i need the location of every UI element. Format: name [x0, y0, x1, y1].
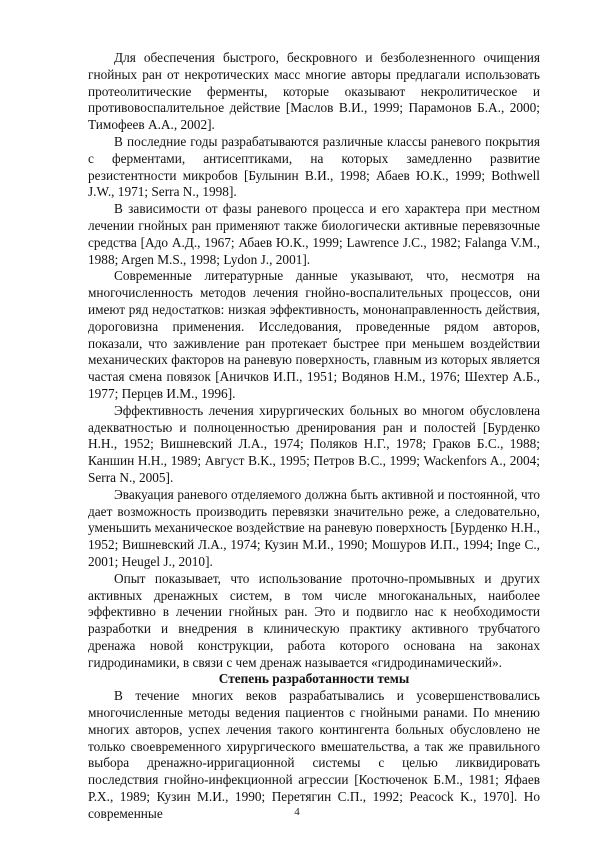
paragraph-hydrodynamic-drain: Опыт показывает, что использование проточно-промывных и других активных дренажных систем, в том числе многоканальных, наиболее эффективно в лечении гнойных ран. Это и подвигло нас к необходимости разработки и внедрения в клиническую практику активного трубчатого дренажа новой конструкции, работа которого основана на законах гидродинамики, в связи с чем дренаж называется «гидродинамический».: [88, 570, 540, 670]
paragraph-methods-history: В течение многих веков разрабатывались и усовершенствовались многочисленные методы ведения пациентов с гнойными ранами. По мнению многих авторов, успех лечения такого контингента больных обусловлено не только своевременного хирургического вмешательства, а так же правильного выбора дренажно-ирригационной системы с целью ликвидировать последствия гнойно-инфекционной агрессии [Костюченок Б.М., 1981; Яфаев Р.Х., 1989; Кузин М.И., 1990; Перетягин С.П., 1992; Peacock K., 1970]. Но современные: [88, 688, 540, 821]
paragraph-biologically-active-dressings: В зависимости от фазы раневого процесса и его характера при местном лечении гнойных ран применяют также биологически активные перевязочные средства [Адо А.Д., 1967; Абаев Ю.К., 1999; Lawrence J.C., 1982; Falanga V.M., 1988; Argen M.S., 1998; Lydon J., 2001].: [88, 201, 540, 267]
paragraph-wound-coverings: В последние годы разрабатываются различные классы раневого покрытия с ферментами, антисептиками, на которых замедленно развитие резистентности микробов [Булынин В.И., 1998; Абаев Ю.К., 1999; Bothwell J.W., 1971; Serra N., 1998].: [88, 133, 540, 200]
section-heading: Степень разработанности темы: [218, 671, 410, 687]
paragraph-wound-evacuation: Эвакуация раневого отделяемого должна быть активной и постоянной, что дает возможность производить перевязки значительно реже, а следовательно, уменьшить механическое воздействие на раневую поверхность [Бурденко Н.Н., 1952; Вишневский Л.А., 1974; Кузин М.И., 1990; Мошуров И.П., 1994; Inge C., 2001; Heugel J., 2010].: [88, 486, 540, 569]
paragraph-proteolytic-enzymes: Для обеспечения быстрого, бескровного и безболезненного очищения гнойных ран от некротических масс многие авторы предлагали использовать протеолитические ферменты, которые оказывают некролитическое и противовоспалительное действие [Маслов В.И., 1999; Парамонов Б.А., 2000; Тимофеев А.А., 2002].: [88, 50, 540, 133]
paragraph-drainage-effectiveness: Эффективность лечения хирургических больных во многом обусловлена адекватностью и полноценностью дренирования ран и полостей [Бурденко Н.Н., 1952; Вишневский Л.А., 1974; Поляков Н.Г., 1978; Граков Б.С., 1988; Каншин Н.Н., 1989; Август В.К., 1995; Петров В.С., 1999; Wackenfors A., 2004; Serra N., 2005].: [88, 402, 540, 485]
page-number: 4: [294, 806, 300, 818]
page-body-text: [88, 50, 540, 823]
paragraph-literature-data: Современные литературные данные указывают, что, несмотря на многочисленность методов лечения гнойно-воспалительных процессов, они имеют ряд недостатков: низкая эффективность, мононаправленность действия, дороговизна применения. Исследования, проведенные рядом авторов, показали, что заживление ран протекает быстрее при меньшем воздействии механических факторов на раневую поверхность, главным из которых является частая смена повязок [Аничков И.П., 1951; Водянов Н.М., 1976; Шехтер А.Б., 1977; Перцев И.М., 1996].: [88, 268, 540, 401]
